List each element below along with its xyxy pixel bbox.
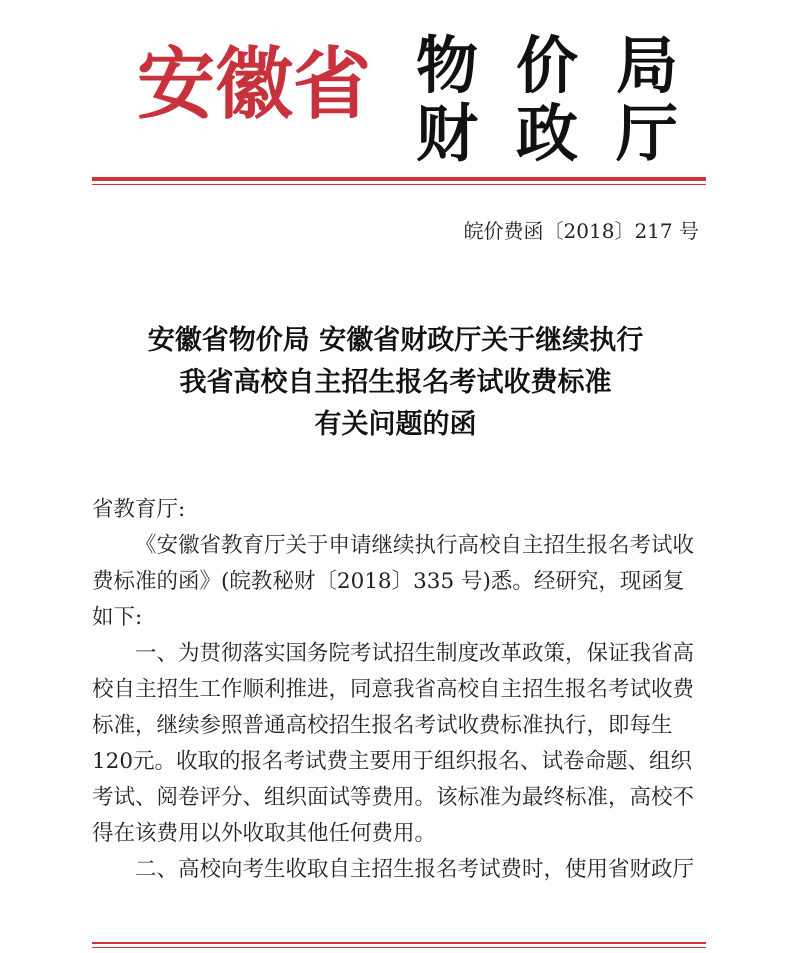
body-paragraph: 二、高校向考生收取自主招生报名考试费时，使用省财政厅 [135,857,695,882]
title-line: 安徽省物价局 安徽省财政厅关于继续执行 [147,325,644,356]
title-line: 我省高校自主招生报名考试收费标准 [179,367,612,398]
letterhead-province: 安徽省 [137,39,372,130]
agency-char: 政 [515,97,578,170]
document-title [0,320,791,446]
agency-char: 局 [615,29,678,102]
addressee: 省教育厅: [92,497,186,522]
letterhead-rule-thin [92,184,706,185]
document-number: 皖价费函〔2018〕217 号 [463,219,699,243]
footer-rule-thin [92,947,706,948]
letterhead-agencies [416,29,678,171]
agency-char: 厅 [615,97,678,170]
body-paragraph: 一、为贯彻落实国务院考试招生制度改革政策，保证我省高校自主招生工作顺利推进，同意我省高校自主招生报名考试收费标准，继续参照普通高校招生报名考试收费标准执行，即每生120元。收取的报名考试费主要用于组织报名、试卷命题、组织考试、阅卷评分、组织面试等费用。该标准为最终标准，高校不得在该费用以外收取其他任何费用。 [92,641,695,846]
agency-row-1 [416,29,678,102]
footer-rule-thick [92,942,706,944]
document-body [92,492,704,888]
agency-char: 财 [416,97,479,170]
agency-row-2 [416,97,678,170]
body-paragraph: 《安徽省教育厅关于申请继续执行高校自主招生报名考试收费标准的函》(皖教秘财〔2018〕335 号)悉。经研究，现函复如下: [92,533,695,630]
agency-char: 物 [416,29,479,102]
agency-char: 价 [515,29,578,102]
letterhead-rule-thick [92,177,706,181]
title-line: 有关问题的函 [314,409,477,440]
